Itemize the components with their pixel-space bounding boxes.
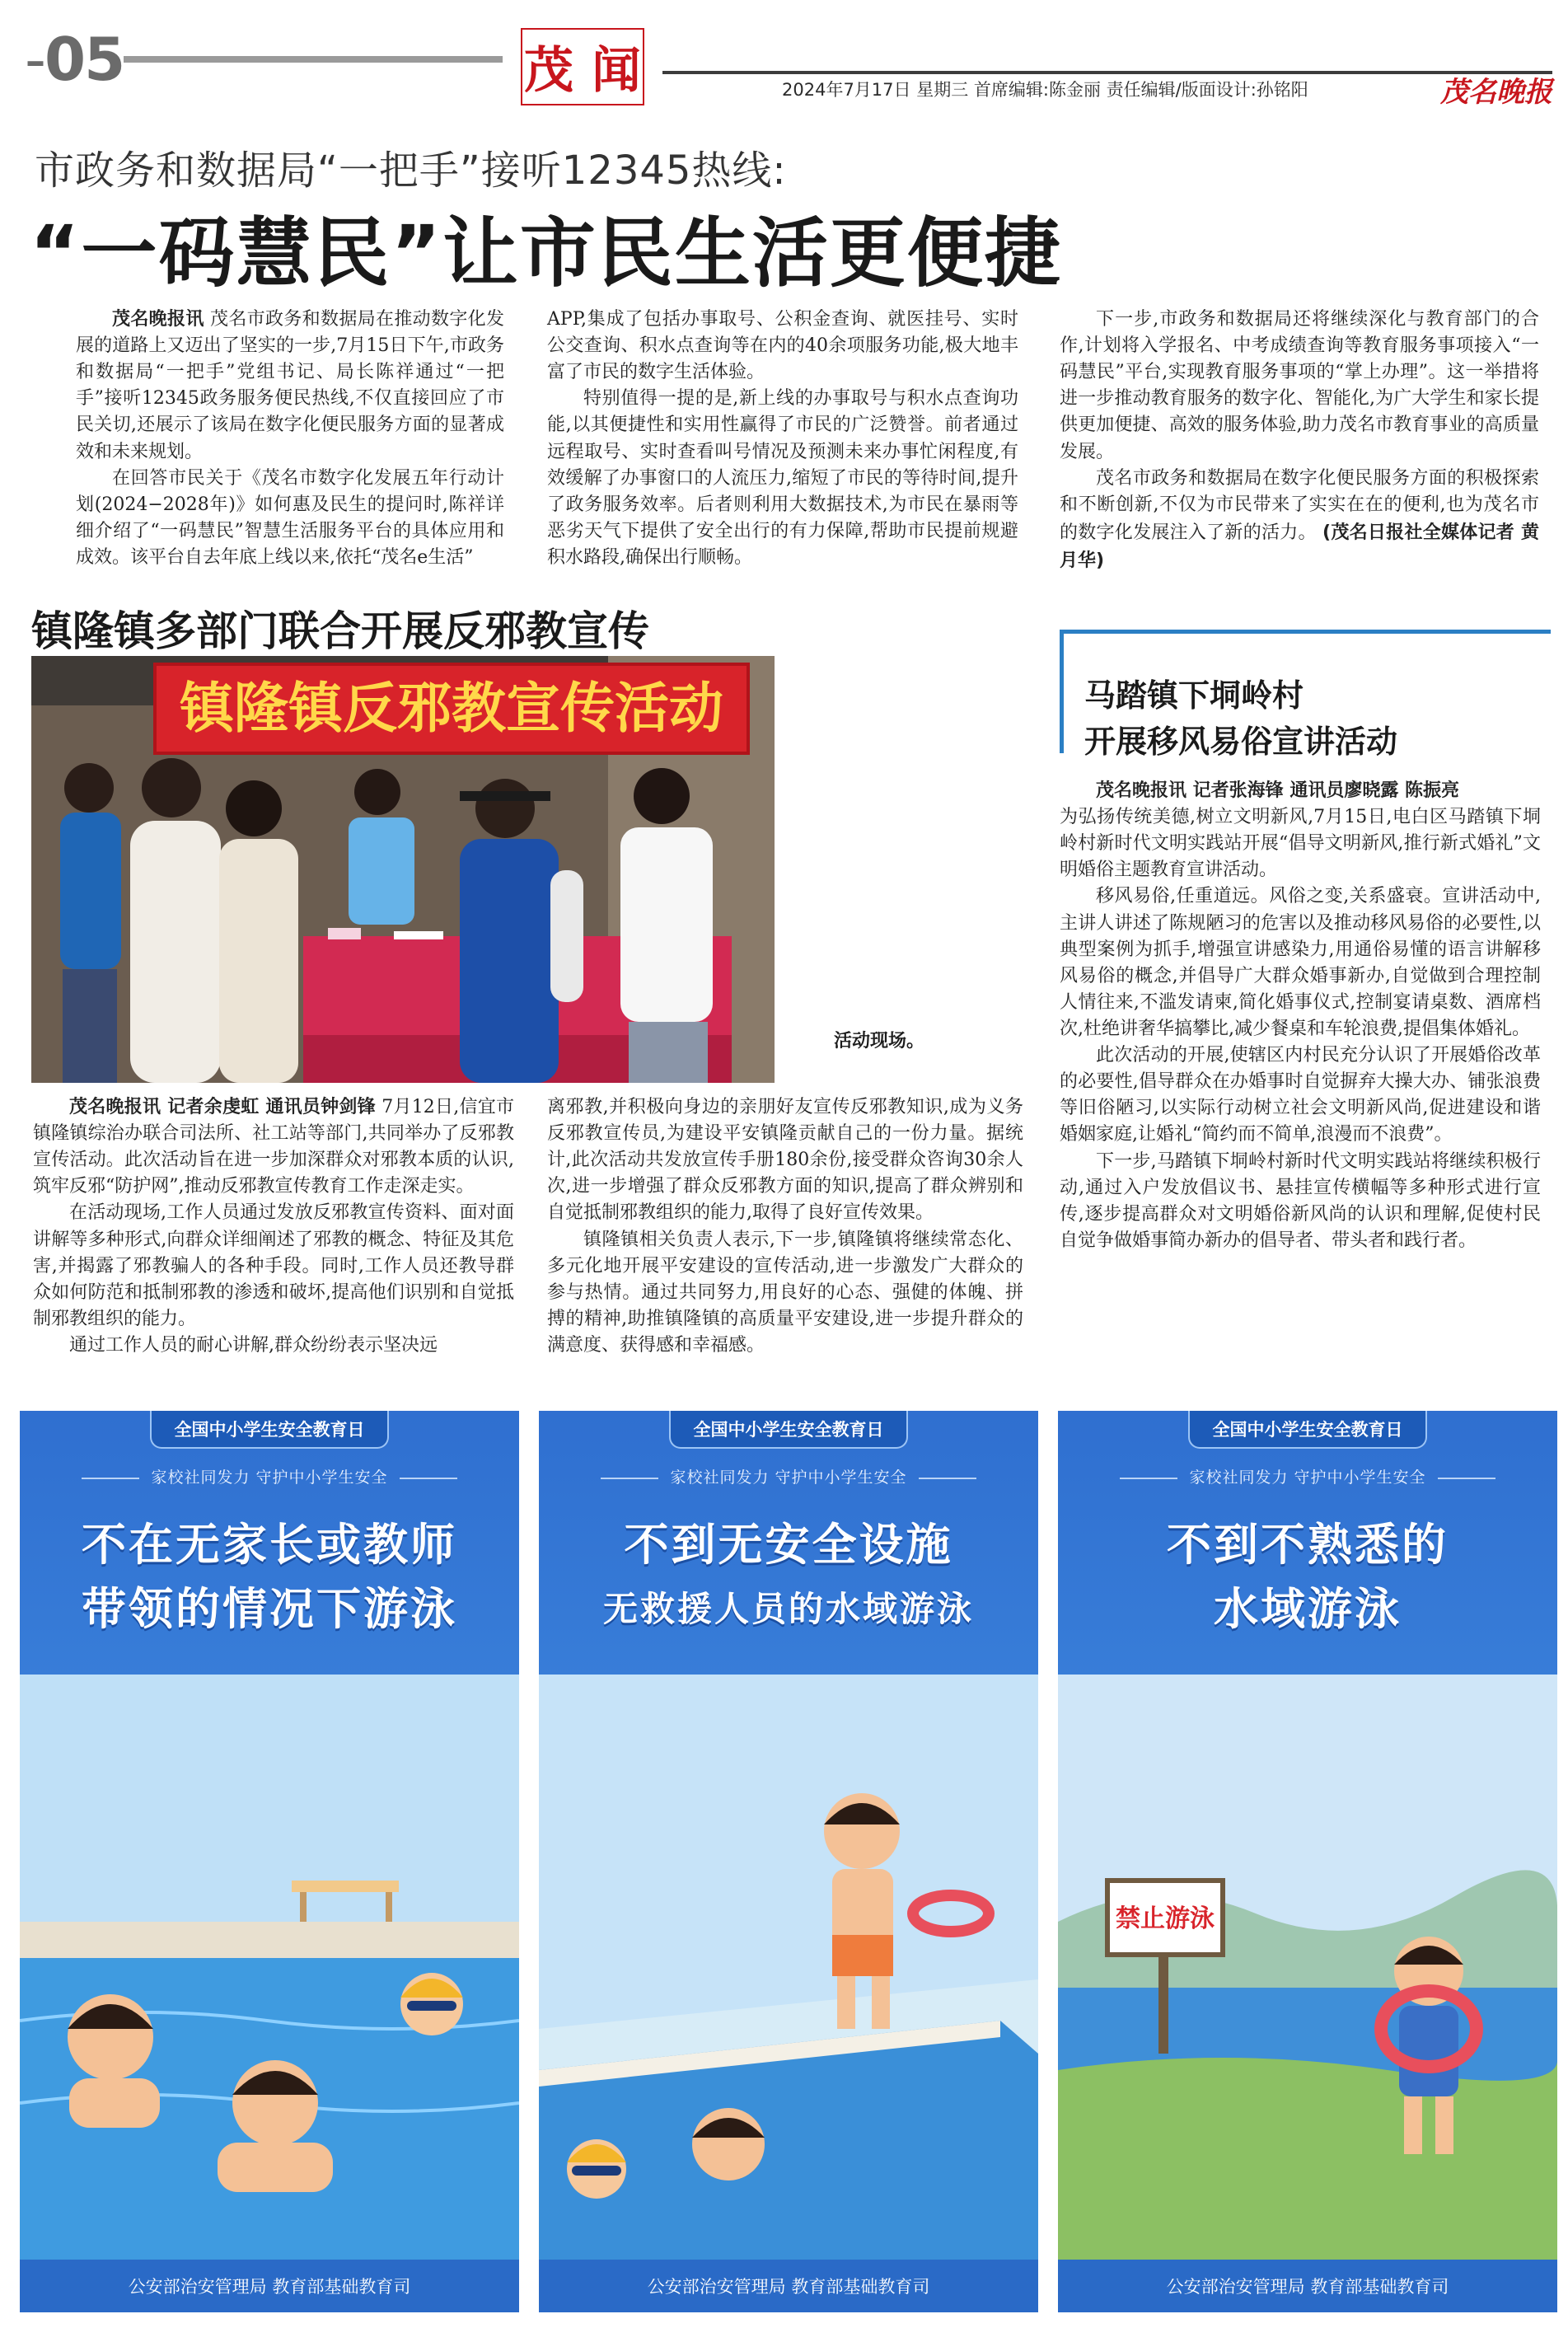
date-bar [662,71,1552,109]
lead-paragraph: 下一步,市政务和数据局还将继续深化与教育部门的合作,计划将入学报名、中考成绩查询等教育服务事项接入“一码慧民”平台,实现教育服务事项的“掌上办理”。这一举措将进一步推动教育服务的数字化、智能化,为广大学生和家长提供更加便捷、高效的服务体验,助力茂名市教育事业的高质量发展。 [1060,309,1539,462]
lead-column-3 [1060,307,1539,574]
lead-paragraph: 茂名市政务和数据局在推动数字化发展的道路上又迈出了坚实的一步,7月15日下午,市政务和数据局“一把手”党组书记、局长陈祥通过“一把手”接听12345政务服务便民热线,不仅直接回应了市民关切,还展示了该局在数字化便民服务方面的显著成效和未来规划。 [76,309,504,462]
safety-poster-3 [1058,1411,1557,2312]
poster-title-line-2: 无救援人员的水域游泳 [602,1589,974,1629]
page-number: -05 [25,25,124,94]
swimming-child-cap [567,2139,626,2199]
lead-paragraph: 在回答市民关于《茂名市数字化发展五年行动计划(2024−2028年)》如何惠及民生的提问时,陈祥详细介绍了“一码慧民”智慧生活服务平台的具体应用和成效。该平台自去年底上线以来,依托“茂名e生活” [76,467,504,568]
poster-title-line-2: 带领的情况下游泳 [82,1583,457,1635]
poster-footer: 公安部治安管理局 教育部基础教育司 [20,2260,519,2312]
second-headline: 镇隆镇多部门联合开展反邪教宣传 [31,607,649,655]
poster-tag: 全国中小学生安全教育日 [150,1411,389,1449]
poster-footer: 公安部治安管理局 教育部基础教育司 [1058,2260,1557,2312]
second-column-1 [33,1094,514,1359]
date-line: 2024年7月17日 星期三 首席编辑:陈金丽 责任编辑/版面设计:孙铭阳 [782,80,1308,100]
masthead-rule [124,56,503,63]
poster-title-line-1: 不到不熟悉的 [1167,1519,1449,1571]
lead-byline: 茂名晚报讯 [112,309,204,330]
poster-scene-swimming-pool [20,1675,519,2260]
lead-paragraph: APP,集成了包括办事取号、公积金查询、就医挂号、实时公交查询、积水点查询等在内的40余项服务功能,极大地丰富了市民的数字生活体验。 [547,309,1018,383]
swimming-child-cap [400,1973,463,2035]
lead-kicker: 市政务和数据局“一把手”接听12345热线: [35,148,787,194]
event-photo [31,656,775,1083]
poster-title-line-2: 水域游泳 [1214,1583,1402,1635]
side-byline: 茂名晚报讯 记者张海锋 通讯员廖晓露 陈振亮 [1096,780,1459,801]
poster-slogan: 家校社同发力 守护中小学生安全 [539,1465,1038,1487]
poster-slogan: 家校社同发力 守护中小学生安全 [20,1465,519,1487]
section-char-1: 茂 [524,42,573,100]
poster-scene-unfamiliar-water [1058,1675,1557,2260]
poster-footer: 公安部治安管理局 教育部基础教育司 [539,2260,1038,2312]
side-paragraph: 移风易俗,任重道远。风俗之变,关系盛衰。宣讲活动中,主讲人讲述了陈规陋习的危害以及推动移风易俗的必要性,以典型案例为抓手,增强宣讲感染力,用通俗易懂的语言讲解移风易俗的概念,并倡导广大群众婚事新办,自觉做到合理控制人情往来,不滥发请柬,简化婚事仪式,控制宴请桌数、酒席档次,杜绝讲奢华搞攀比,减少餐桌和车轮浪费,提倡集体婚礼。 [1060,886,1541,1039]
photo-caption: 活动现场。 [834,1031,925,1052]
side-story-title [1084,672,1397,765]
paper-logo: 茂名晚报 [1440,75,1552,109]
lead-signature: (茂名日报社全媒体记者 黄月华) [1060,522,1539,571]
poster-slogan: 家校社同发力 守护中小学生安全 [1058,1465,1557,1487]
lead-paragraph: 茂名市政务和数据局在数字化便民服务方面的积极探索和不断创新,不仅为市民带来了实实在在的便利,也为茂名市的数字化发展注入了新的活力。 [1060,467,1539,543]
side-story-body [1060,778,1541,1254]
poster-tag: 全国中小学生安全教育日 [669,1411,908,1449]
second-column-2 [547,1094,1023,1359]
poster-title-line-1: 不在无家长或教师 [82,1519,457,1571]
poster-title-line-1: 不到无安全设施 [624,1519,953,1571]
event-photo-illustration [31,656,775,1083]
second-byline: 茂名晚报讯 记者余虔虹 通讯员钟剑锋 [69,1097,376,1117]
second-paragraph: 在活动现场,工作人员通过发放反邪教宣传资料、面对面讲解等多种形式,向群众详细阐述了邪教的概念、特征及其危害,并揭露了邪教骗人的各种手段。同时,工作人员还教导群众如何防范和抵制邪教的渗透和破坏,提高他们识别和自觉抵制邪教组织的能力。 [33,1202,514,1329]
second-paragraph: 离邪教,并积极向身边的亲朋好友宣传反邪教知识,成为义务反邪教宣传员,为建设平安镇隆贡献自己的一份力量。据统计,此次活动共发放宣传手册180余份,接受群众咨询30余人次,进一步增强了群众反邪教方面的知识,提高了群众辨别和自觉抵制邪教组织的能力,取得了良好宣传效果。 [547,1097,1023,1224]
poster-tag: 全国中小学生安全教育日 [1188,1411,1427,1449]
section-badge [521,28,644,105]
lead-column-2 [547,307,1018,571]
side-paragraph: 为弘扬传统美德,树立文明新风,7月15日,电白区马踏镇下垌岭村新时代文明实践站开展“倡导文明新风,推行新式婚礼”文明婚俗主题教育宣讲活动。 [1060,807,1541,881]
section-char-2: 闻 [592,42,641,100]
side-paragraph: 下一步,马踏镇下垌岭村新时代文明实践站将继续积极行动,通过入户发放倡议书、悬挂宣传横幅等多种形式进行宣传,逐步提高群众对文明婚俗新风尚的认识和理解,促使村民自觉争做婚事简办新办的倡导者、带头者和践行者。 [1060,1150,1541,1251]
lead-paragraph: 特别值得一提的是,新上线的办事取号与积水点查询功能,以其便捷性和实用性赢得了市民的广泛赞誉。前者通过远程取号、实时查看叫号情况及预测未来办事忙闲程度,有效缓解了办事窗口的人流压力,缩短了市民的等待时间,提升了政务服务效率。后者则利用大数据技术,为市民在暴雨等恶劣天气下提供了安全出行的有力保障,帮助市民提前规避积水路段,确保出行顺畅。 [547,388,1018,568]
second-paragraph: 镇隆镇相关负责人表示,下一步,镇隆镇将继续常态化、多元化地开展平安建设的宣传活动,进一步激发广大群众的参与热情。通过共同努力,用良好的心态、强健的体魄、拼搏的精神,助推镇隆镇的高质量平安建设,进一步提升群众的满意度、获得感和幸福感。 [547,1229,1023,1356]
banner-text: 镇隆镇反邪教宣传活动 [180,677,723,740]
lead-headline: “一码慧民”让市民生活更便捷 [30,209,1062,297]
side-paragraph: 此次活动的开展,使辖区内村民充分认识了开展婚俗改革的必要性,倡导群众在办婚事时自觉摒弃大操大办、铺张浪费等旧俗陋习,以实际行动树立社会文明新风尚,促进建设和谐婚姻家庭,让婚礼“简约而不简单,浪漫而不浪费”。 [1060,1045,1541,1145]
second-paragraph: 7月12日,信宜市镇隆镇综治办联合司法所、社工站等部门,共同举办了反邪教宣传活动。此次活动旨在进一步加深群众对邪教本质的认识,筑牢反邪“防护网”,推动反邪教宣传教育工作走深走实。 [33,1097,514,1197]
lead-column-1 [76,307,504,571]
side-title-line-1: 马踏镇下垌岭村 [1084,677,1304,714]
no-swimming-sign-text: 禁止游泳 [1116,1904,1215,1933]
swimming-child-center [692,2108,765,2180]
safety-poster-1 [20,1411,519,2312]
safety-poster-2 [539,1411,1038,2312]
second-paragraph: 通过工作人员的耐心讲解,群众纷纷表示坚决远 [69,1334,438,1356]
poster-scene-pool-edge [539,1675,1038,2260]
side-title-line-2: 开展移风易俗宣讲活动 [1084,724,1398,761]
